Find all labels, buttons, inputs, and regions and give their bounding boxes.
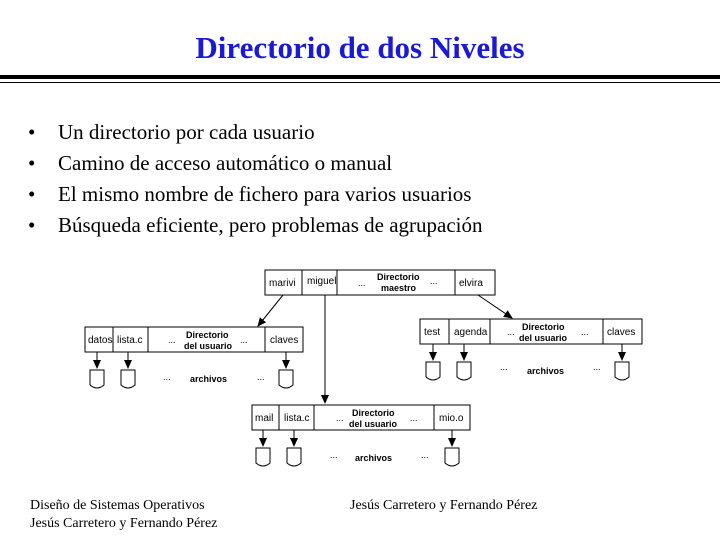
right-ellipsis-b: ... [581, 327, 589, 337]
middle-files-ellipsis-a: ... [330, 450, 338, 460]
master-label-line2: maestro [381, 283, 417, 293]
middle-label-line2: del usuario [349, 419, 398, 429]
master-ellipsis-right: ... [430, 276, 438, 286]
middle-files-ellipsis-b: ... [421, 450, 429, 460]
left-files-ellipsis-b: ... [257, 372, 265, 382]
left-cell-lista: lista.c [117, 335, 143, 346]
footer-course: Diseño de Sistemas Operativos [30, 498, 205, 513]
file-icon [90, 370, 104, 388]
left-cell-claves: claves [270, 335, 299, 346]
bullet-text: El mismo nombre de fichero para varios usuarios [58, 182, 472, 206]
file-icon [121, 370, 135, 388]
right-label-line1: Directorio [522, 322, 565, 332]
bullet-text: Camino de acceso automático o manual [58, 151, 393, 175]
middle-cell-mio: mio.o [439, 413, 464, 424]
right-cell-test: test [424, 327, 441, 338]
file-icon [287, 448, 301, 466]
middle-cell-lista: lista.c [284, 413, 310, 424]
middle-ellipsis-b: ... [410, 413, 418, 423]
left-ellipsis-b: ... [240, 335, 248, 345]
left-files-ellipsis-a: ... [163, 372, 171, 382]
middle-ellipsis-a: ... [336, 413, 344, 423]
right-user-directory [420, 319, 642, 380]
master-directory [265, 270, 495, 295]
file-icon [279, 370, 293, 388]
file-icon [426, 362, 440, 380]
bullet-text: Un directorio por cada usuario [58, 120, 315, 144]
left-label-line1: Directorio [186, 330, 229, 340]
right-files-label: archivos [527, 366, 565, 376]
master-cell-elvira: elvira [459, 278, 483, 289]
master-cell-miguel: miguel [307, 276, 337, 287]
footer-left [30, 497, 217, 533]
left-user-directory [85, 327, 303, 388]
middle-user-directory [252, 405, 470, 466]
right-cell-claves: claves [607, 327, 636, 338]
right-files-ellipsis-a: ... [500, 362, 508, 372]
left-cell-datos: datos [88, 335, 113, 346]
master-label-line1: Directorio [377, 272, 420, 282]
slide-title: Directorio de dos Niveles [195, 30, 525, 65]
left-label-line2: del usuario [184, 341, 233, 351]
right-cell-agenda: agenda [454, 327, 488, 338]
bullet-item: • Búsqueda eficiente, pero problemas de agrupación [28, 210, 483, 241]
footer-authors-left: Jesús Carretero y Fernando Pérez [30, 516, 218, 531]
file-icon [256, 448, 270, 466]
bullet-item: • El mismo nombre de fichero para varios usuarios [28, 179, 483, 210]
bullet-item: • Un directorio por cada usuario [28, 117, 483, 148]
left-ellipsis-a: ... [168, 335, 176, 345]
middle-files-label: archivos [355, 453, 393, 463]
file-icon [615, 362, 629, 380]
right-ellipsis-a: ... [507, 327, 515, 337]
arrow-to-left-dir [258, 295, 283, 326]
right-files-ellipsis-b: ... [593, 362, 601, 372]
file-icon [457, 362, 471, 380]
bullet-item: • Camino de acceso automático o manual [28, 148, 483, 179]
bullet-text: Búsqueda eficiente, pero problemas de agrupación [58, 213, 483, 237]
middle-label-line1: Directorio [352, 408, 395, 418]
master-ellipsis-left: ... [358, 278, 366, 288]
arrow-to-right-dir [478, 295, 512, 318]
middle-cell-mail: mail [255, 413, 274, 424]
master-cell-marivi: marivi [269, 278, 296, 289]
footer-authors-right: Jesús Carretero y Fernando Pérez [350, 498, 538, 513]
left-files-label: archivos [190, 374, 228, 384]
file-icon [445, 448, 459, 466]
right-label-line2: del usuario [519, 333, 568, 343]
